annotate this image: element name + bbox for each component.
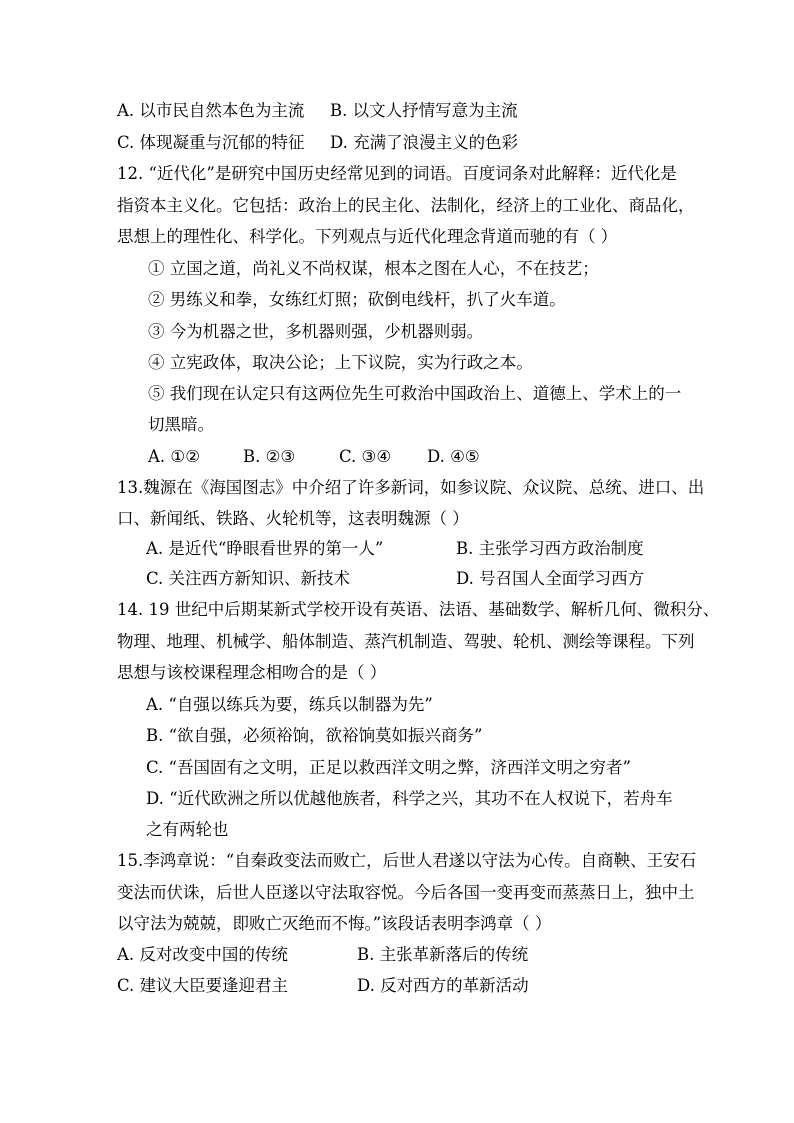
- q12-stem-line-1: 12. “近代化”是研究中国历史经常见到的词语。百度词条对此解释：近代化是: [117, 164, 677, 183]
- q12-option-d: D. ④⑤: [427, 447, 480, 466]
- q12-stem-line-2: 指资本主义化。它包括：政治上的民主化、法制化，经济上的工业化、商品化，: [117, 196, 695, 215]
- q12-option-c: C. ③④: [339, 447, 392, 466]
- q12-option-b: B. ②③: [243, 447, 296, 466]
- q12-item-2: ② 男练义和拳，女练红灯照；砍倒电线杆，扒了火车道。: [148, 290, 566, 309]
- q13-option-c: C. 关注西方新知识、新技术: [146, 569, 351, 588]
- q11-option-a: A. 以市民自然本色为主流: [117, 101, 305, 120]
- q13-stem-line-2: 口、新闻纸、铁路、火轮机等，这表明魏源（ ）: [117, 509, 469, 528]
- q12-item-5-line-2: 切黑暗。: [148, 415, 214, 434]
- q14-option-d-line-1: D. “近代欧洲之所以优越他族者，科学之兴，其功不在人权说下，若舟车: [146, 789, 673, 808]
- q15-stem-line-2: 变法而伏诛，后世人臣遂以守法取容悦。今后各国一变再变而蒸蒸日上，独中土: [117, 883, 695, 902]
- q12-item-5-line-1: ⑤ 我们现在认定只有这两位先生可救治中国政治上、道德上、学术上的一: [148, 384, 682, 403]
- q15-option-c: C. 建议大臣要逢迎君主: [117, 976, 289, 995]
- q11-option-d: D. 充满了浪漫主义的色彩: [330, 133, 519, 152]
- q12-item-4: ④ 立宪政体，取决公论；上下议院，实为行政之本。: [148, 353, 533, 372]
- q11-option-b: B. 以文人抒情写意为主流: [330, 101, 518, 120]
- q14-stem-line-3: 思想与该校课程理念相吻合的是（ ）: [117, 663, 387, 682]
- q12-option-a: A. ①②: [148, 447, 200, 466]
- q13-option-d: D. 号召国人全面学习西方: [456, 569, 645, 588]
- q13-stem-line-1: 13.魏源在《海国图志》中介绍了许多新词，如参议院、众议院、总统、进口、出: [117, 478, 705, 497]
- q14-option-c: C. “吾国固有之文明，正足以救西洋文明之弊，济西洋文明之穷者”: [146, 758, 631, 777]
- q13-option-a: A. 是近代“睁眼看世界的第一人”: [146, 539, 384, 558]
- q14-option-b: B. “欲自强，必须裕饷，欲裕饷莫如振兴商务”: [146, 726, 483, 745]
- q15-option-a: A. 反对改变中国的传统: [117, 945, 288, 964]
- q15-option-d: D. 反对西方的革新活动: [357, 976, 529, 995]
- q15-stem-line-3: 以守法为兢兢，即败亡灭绝而不悔。”该段话表明李鸿章（ ）: [117, 914, 552, 933]
- q14-option-d-line-2: 之有两轮也: [146, 820, 229, 839]
- q12-item-3: ③ 今为机器之世，多机器则强，少机器则弱。: [148, 322, 484, 341]
- q13-option-b: B. 主张学习西方政治制度: [456, 539, 644, 558]
- q15-option-b: B. 主张革新落后的传统: [357, 945, 529, 964]
- q15-stem-line-1: 15.李鸿章说：“自秦政变法而败亡，后世人君遂以守法为心传。自商鞅、王安石: [117, 851, 697, 870]
- q14-option-a: A. “自强以练兵为要，练兵以制器为先”: [146, 695, 433, 714]
- q12-item-1: ① 立国之道，尚礼义不尚权谋，根本之图在人心，不在技艺；: [148, 259, 599, 278]
- q12-stem-line-3: 思想上的理性化、科学化。下列观点与近代化理念背道而驰的有（ ）: [117, 227, 618, 246]
- q14-stem-line-2: 物理、地理、机械学、船体制造、蒸汽机制造、驾驶、轮机、测绘等课程。下列: [117, 632, 695, 651]
- q14-stem-line-1: 14. 19 世纪中后期某新式学校开设有英语、法语、基础数学、解析几何、微积分、: [117, 600, 720, 619]
- q11-option-c: C. 体现凝重与沉郁的特征: [117, 133, 305, 152]
